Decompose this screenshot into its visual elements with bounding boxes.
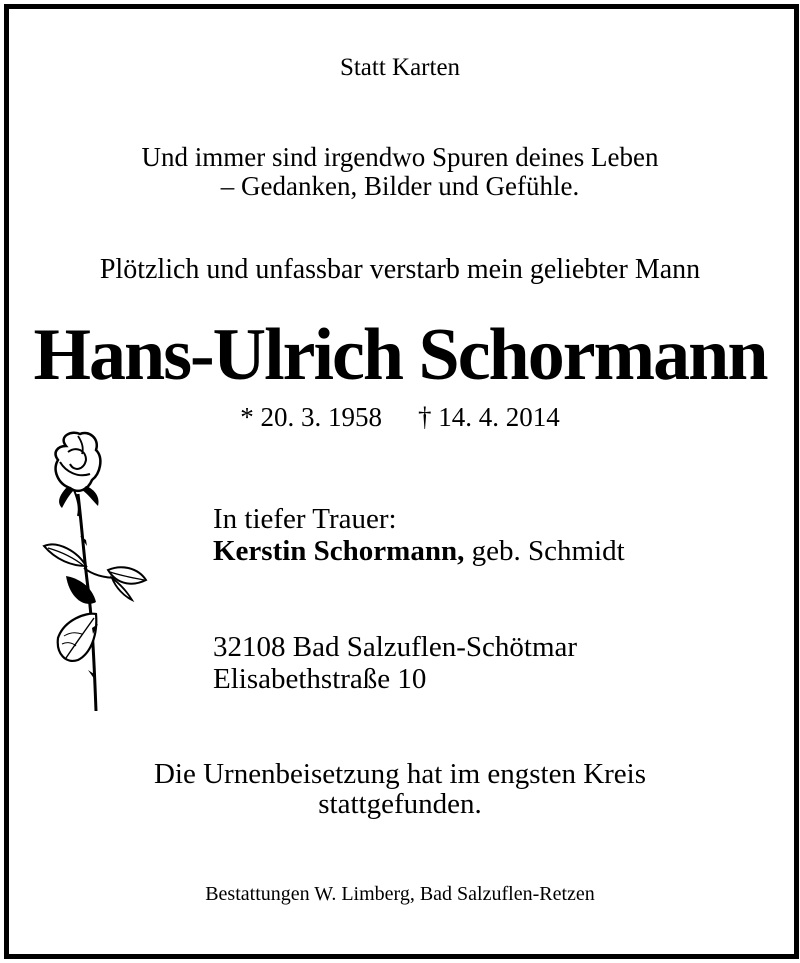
- header-text: Statt Karten: [339, 54, 461, 81]
- quote-line-1: Und immer sind irgendwo Spuren deines Leben: [141, 142, 659, 172]
- death-date: † 14. 4. 2014: [418, 402, 560, 432]
- intro-text: Plötzlich und unfassbar verstarb mein geliebter Mann: [99, 254, 701, 285]
- deceased-name: Hans-Ulrich Schormann: [33, 314, 767, 396]
- birth-date: * 20. 3. 1958: [240, 402, 382, 432]
- address-line-2: Elisabethstraße 10: [213, 663, 427, 695]
- burial-line-2: stattgefunden.: [318, 788, 482, 820]
- mourner-line: [213, 537, 625, 566]
- life-dates: [0, 404, 800, 431]
- rose-icon: [38, 428, 150, 713]
- address-line-1: 32108 Bad Salzuflen-Schötmar: [213, 631, 578, 663]
- mourning-label: In tiefer Trauer:: [213, 503, 397, 535]
- funeral-home-credit: Bestattungen W. Limberg, Bad Salzuflen-Retzen: [205, 883, 595, 905]
- burial-line-1: Die Urnenbeisetzung hat im engsten Kreis: [153, 758, 647, 790]
- mourner-name: Kerstin Schormann,: [213, 535, 465, 567]
- mourner-maiden-name: geb. Schmidt: [464, 535, 625, 567]
- quote-line-2: – Gedanken, Bilder und Gefühle.: [220, 171, 580, 201]
